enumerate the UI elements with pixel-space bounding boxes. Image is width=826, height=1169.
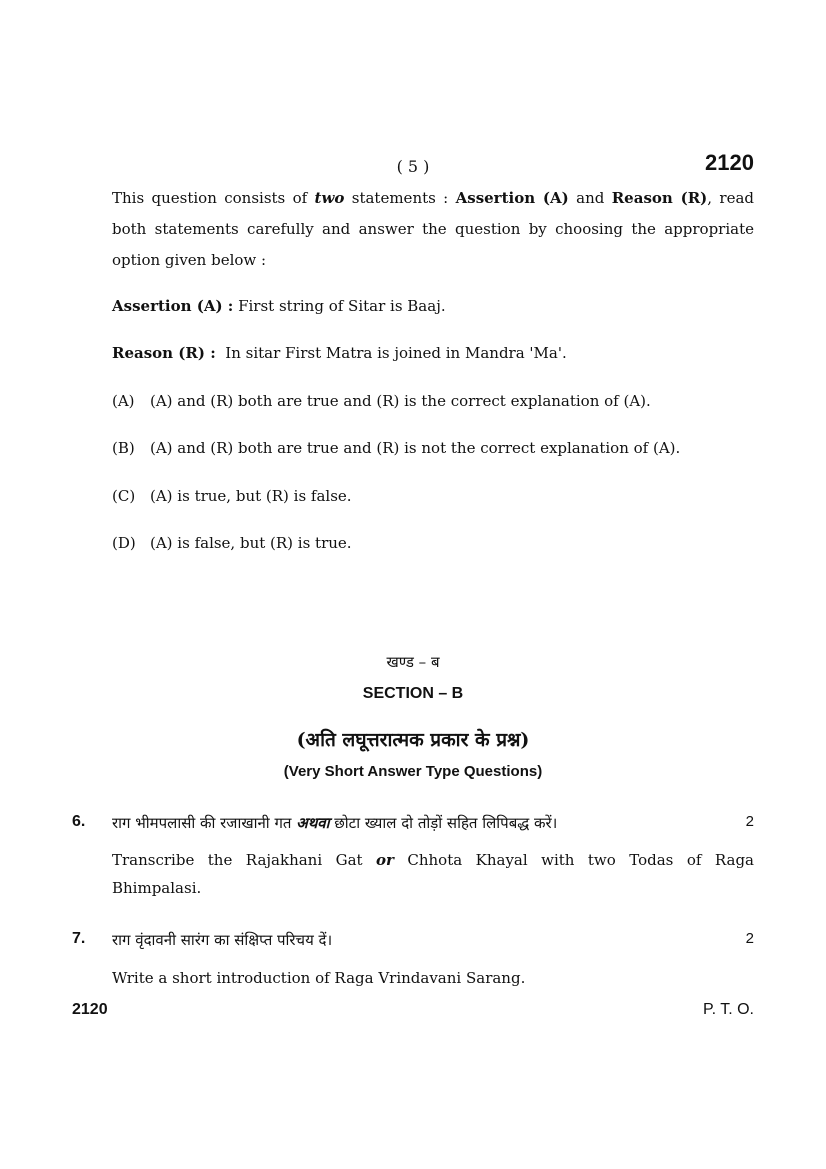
option-text: (A) and (R) both are true and (R) is not the correct explanation of (A). [150, 439, 681, 457]
paper-code-footer: 2120 [72, 1001, 108, 1018]
question-type-hindi: (अति लघूत्तरात्मक प्रकार के प्रश्न) [296, 729, 530, 751]
option-a [112, 392, 651, 410]
option-text: (A) is true, but (R) is false. [150, 487, 352, 505]
question-english: Write a short introduction of Raga Vrindavani Sarang. [112, 969, 526, 987]
page-number: ( 5 ) [396, 157, 430, 176]
reason-statement [112, 344, 567, 362]
option-d [112, 534, 352, 552]
question-marks: 2 [745, 813, 754, 830]
instruction-text: , read both statements carefully and answer the question by choosing the appropriate option given below : [112, 189, 755, 269]
question-marks: 2 [745, 930, 754, 947]
option-c [112, 487, 352, 505]
option-letter: (D) [112, 534, 136, 552]
question-instructions [112, 183, 754, 276]
question-english-text: Transcribe the Rajakhani Gat [112, 851, 376, 869]
option-b [112, 439, 680, 457]
question-type-english: (Very Short Answer Type Questions) [283, 763, 543, 780]
question-english-text: Chhota Khayal with two Todas of Raga Bhimpalasi. [112, 851, 754, 897]
paper-code-top: 2120 [705, 150, 754, 175]
question-hindi-text: छोटा ख्याल दो तोड़ों सहित लिपिबद्ध करें। [329, 814, 558, 832]
question-number: 6. [72, 813, 86, 830]
reason-label-inline: Reason (R) [611, 189, 708, 207]
option-letter: (B) [112, 439, 135, 457]
question-hindi [112, 813, 557, 833]
option-text: (A) and (R) both are true and (R) is the correct explanation of (A). [150, 392, 651, 410]
section-hindi-title: खण्ड – ब [386, 653, 440, 671]
reason-text: In sitar First Matra is joined in Mandra 'Ma'. [215, 344, 567, 362]
instruction-text: and [568, 189, 612, 207]
please-turn-over: P. T. O. [703, 1001, 754, 1018]
assertion-text: First string of Sitar is Baaj. [233, 297, 446, 315]
assertion-label: Assertion (A) : [112, 297, 234, 315]
emphasis-or: or [376, 851, 394, 869]
instruction-text: This question consists of [112, 189, 315, 207]
reason-label: Reason (R) : [112, 344, 216, 362]
option-letter: (C) [112, 487, 136, 505]
assertion-label-inline: Assertion (A) [455, 189, 569, 207]
question-hindi: राग वृंदावनी सारंग का संक्षिप्त परिचय दें। [112, 931, 333, 949]
question-english [112, 846, 754, 902]
section-title: SECTION – B [362, 685, 464, 702]
option-letter: (A) [112, 392, 135, 410]
assertion-statement [112, 297, 446, 315]
question-number: 7. [72, 930, 86, 947]
emphasis-two: two [314, 189, 345, 207]
question-hindi-text: राग भीमपलासी की रजाखानी गत [112, 814, 297, 832]
emphasis-or-hindi: अथवा [296, 814, 330, 832]
option-text: (A) is false, but (R) is true. [150, 534, 352, 552]
instruction-text: statements : [344, 189, 456, 207]
